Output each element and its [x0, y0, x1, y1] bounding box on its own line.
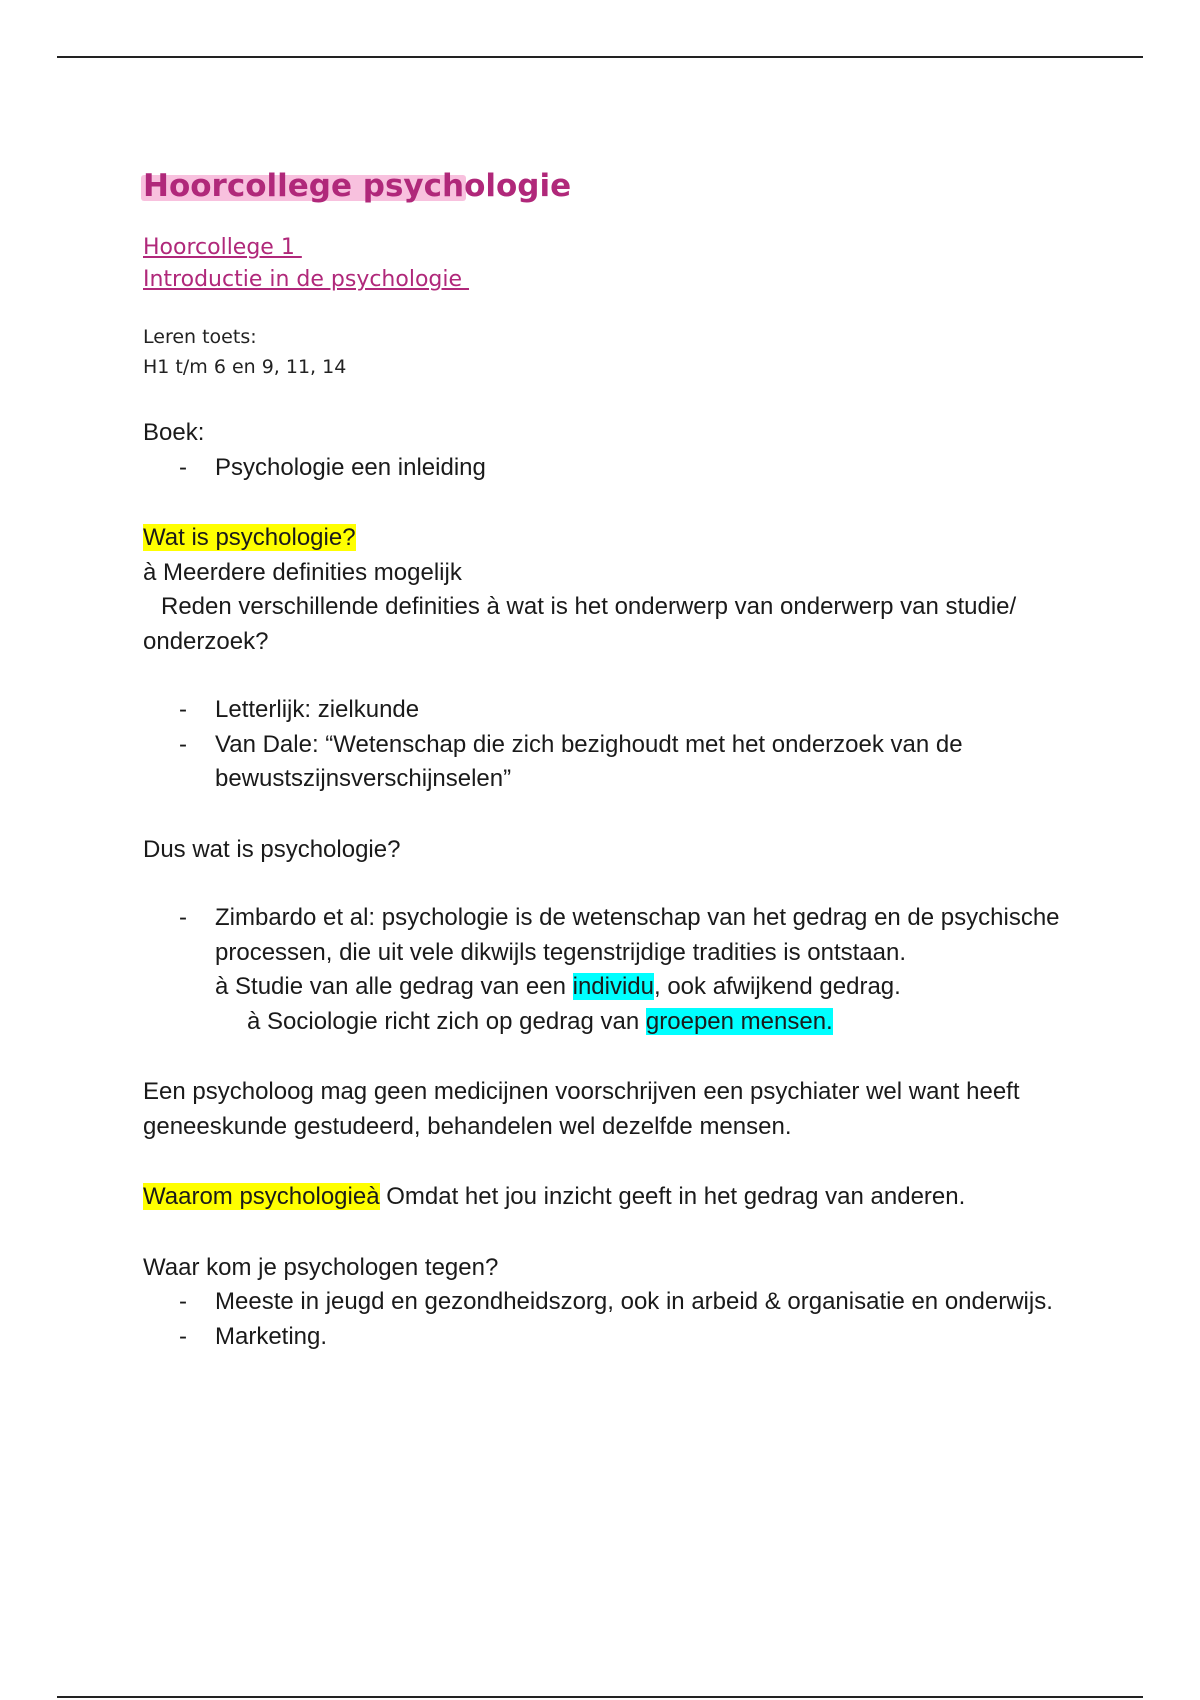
- list-item: [215, 901, 1063, 1039]
- paragraph-text: Omdat het jou inzicht geeft in het gedrag van anderen.: [379, 1183, 966, 1210]
- list-item: - Meeste in jeugd en gezondheidszorg, ook in arbeid & organisatie en onderwijs.: [215, 1285, 1063, 1320]
- document-title-text: Hoorcollege psychologie: [143, 168, 572, 204]
- footer-rule: [57, 1696, 1143, 1698]
- exam-info: [143, 322, 1063, 382]
- sub-line-text: , ook afwijkend gedrag.: [654, 973, 901, 1000]
- list-item: - Marketing.: [215, 1320, 1063, 1355]
- book-label: Boek:: [143, 419, 205, 446]
- book-list: [143, 451, 1063, 486]
- sub-line: [215, 1008, 833, 1035]
- lecture-number: Hoorcollege 1: [143, 235, 302, 260]
- sub-line-text: à Studie van alle gedrag van een: [215, 973, 573, 1000]
- exam-label: Leren toets:: [143, 326, 257, 348]
- definition-list: [143, 693, 1063, 797]
- paragraph-text: Reden verschillende definities à wat is het onderwerp van onderwerp van studie/ onderzoek?: [143, 593, 1017, 655]
- list-item: - Letterlijk: zielkunde: [215, 693, 1063, 728]
- list-item: - Van Dale: “Wetenschap die zich bezighoudt met het onderzoek van de bewustszijnsverschijnselen”: [215, 728, 1063, 797]
- workfield-list: [143, 1285, 1063, 1354]
- section-heading: [143, 521, 1063, 556]
- highlighted-term: individu: [572, 973, 654, 1000]
- lecture-topic: Introductie in de psychologie: [143, 267, 470, 292]
- header-rule: [57, 56, 1143, 58]
- sub-line: [215, 973, 901, 1000]
- section-heading: Dus wat is psychologie?: [143, 835, 401, 863]
- lecture-subtitle: [143, 232, 1063, 296]
- paragraph: Een psycholoog mag geen medicijnen voorschrijven een psychiater wel want heeft geneeskunde gestudeerd, behandelen wel dezelfde mensen.: [143, 1078, 1020, 1140]
- section-heading: Waar kom je psychologen tegen?: [143, 1253, 499, 1281]
- paragraph: à Meerdere definities mogelijk: [143, 558, 462, 586]
- highlighted-term: groepen mensen.: [645, 1007, 833, 1035]
- highlighted-heading: Waarom psychologieà: [143, 1183, 380, 1210]
- list-item-text: Zimbardo et al: psychologie is de wetenschap van het gedrag en de psychische processen, die uit vele dikwijls tegenstrijdige tradities is ontstaan.: [215, 904, 1060, 966]
- list-item: - Psychologie een inleiding: [215, 451, 1063, 486]
- zimbardo-list: [143, 901, 1063, 1039]
- highlighted-heading: Wat is psychologie?: [143, 524, 356, 551]
- sub-line-text: à Sociologie richt zich op gedrag van: [247, 1007, 646, 1035]
- paragraph: [143, 1180, 1063, 1215]
- paragraph: [143, 590, 1063, 659]
- exam-chapters: H1 t/m 6 en 9, 11, 14: [143, 356, 347, 378]
- document-body: [143, 160, 1063, 1354]
- document-title: [143, 160, 1063, 212]
